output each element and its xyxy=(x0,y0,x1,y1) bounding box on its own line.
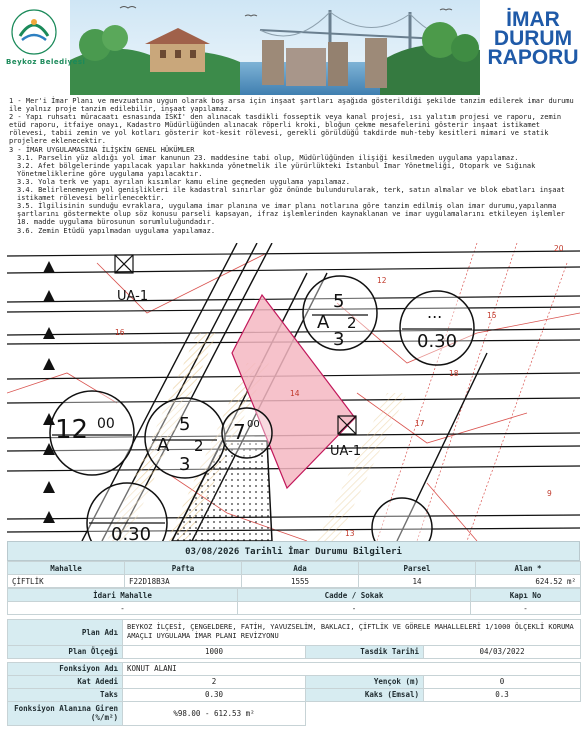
height-label-7: 7 xyxy=(233,420,246,444)
parcel-label-9: 9 xyxy=(547,489,552,498)
ada-a-bottom: A xyxy=(157,435,170,456)
parcel-label-13: 13 xyxy=(345,529,355,538)
header-pafta: Pafta xyxy=(125,562,242,575)
note-3-3: 3.3. Yola terk ve yapı ayrılan kısımlar kamu eline geçmeden uygulama yapılamaz. xyxy=(17,177,350,186)
kat-adedi-label: Kat Adedi xyxy=(8,675,123,688)
tasdik-tarihi-label: Tasdik Tarihi xyxy=(306,645,424,658)
ada-3-bottom: 3 xyxy=(179,454,191,475)
header-parsel: Parsel xyxy=(359,562,476,575)
parcel-label-14: 14 xyxy=(290,389,300,398)
note-1: 1 - Mer'i İmar Planı ve mevzuatına uygun olarak boş arsa için inşaat şartları aşağıda gösterildiği şekilde tanzim edilerek imar durumu ile yalnız proje tanzim edilebilir, inşaat yapılamaz. xyxy=(9,97,574,114)
height-label-00-center: 00 xyxy=(247,419,260,430)
title-line-1: İMAR xyxy=(506,8,560,31)
note-2: 2 - Yapı ruhsatı müracaatı esnasında İSKİ' den alınacak tasdikli fosseptik veya kanal projesi, ısı yalıtım projesi ve raporu, zemin etüd raporu, itfaiye onayı, Kadastro Müdürlüğünden alınacak röperli kroki, bloğun çekme mesafelerini gösterir inşaat istikamet rölevesi, tabii zemin ve yol kotları gösterir kot-kesit rölevesi, gerekli görüldüğü takdirde muh-teby kesitleri mimari ve statik projelere eklenecektir. xyxy=(9,113,562,146)
parcel-label-16: 16 xyxy=(115,328,125,337)
title-line-2: DURUM xyxy=(493,27,573,50)
ada-5-top: 5 xyxy=(333,291,345,312)
taks-value: 0.30 xyxy=(123,688,306,701)
ada-5-bottom: 5 xyxy=(179,414,191,435)
header-mahalle: Mahalle xyxy=(8,562,125,575)
note-3: 3 - İMAR UYGULAMASINA İLİŞKİN GENEL HÜKÜMLER xyxy=(9,145,195,154)
value-ada: 1555 xyxy=(242,575,359,588)
note-3-5: 3.5. İlgilisinin sunduğu evraklara, uygulama imar planına ve imar planı notlarına göre tanzim edilmiş olan imar durumu,yapılanma şartlarını göstermekte olup söz konusu parseli kapsayan, ifraz işlemlerinden kaynaklanan ve imar uygulamalarını etkileyen işlemler 18. madde uygulama bürosunun sorumluluğundadır. xyxy=(17,202,565,227)
zoning-info-panel xyxy=(7,541,580,726)
value-mahalle: ÇİFTLİK xyxy=(8,575,125,588)
value-idari-mahalle: - xyxy=(8,602,238,615)
yencok-value: 0 xyxy=(424,675,581,688)
ada-3-top: 3 xyxy=(333,329,345,350)
fonksiyon-giren-label: Fonksiyon Alanına Giren (%/m²) xyxy=(8,701,123,725)
header-kapi-no: Kapı No xyxy=(471,589,581,602)
zoning-map-svg xyxy=(7,243,580,541)
far-label-right: 0.30 xyxy=(417,331,458,352)
note-3-6: 3.6. Zemin Etüdü yapılmadan uygulama yapılamaz. xyxy=(17,226,216,235)
title-line-3: RAPORU xyxy=(487,46,579,69)
plan-adi-label: Plan Adı xyxy=(8,619,123,645)
circle-bottom-right xyxy=(372,498,432,541)
parcel-label-20: 20 xyxy=(554,244,564,253)
zoning-map[interactable] xyxy=(7,243,580,541)
header-idari-mahalle: İdari Mahalle xyxy=(8,589,238,602)
height-label-12: 12 xyxy=(55,415,89,445)
value-kapi-no: - xyxy=(471,602,581,615)
far-label-bottom: 0.30 xyxy=(111,524,152,541)
report-title xyxy=(483,10,583,67)
fonksiyon-adi-label: Fonksiyon Adı xyxy=(8,662,123,675)
value-pafta: F22D18B3A xyxy=(125,575,242,588)
ada-2-bottom: 2 xyxy=(194,437,204,455)
fonksiyon-giren-value: %98.00 - 612.53 m² xyxy=(123,701,306,725)
note-3-4: 3.4. Belirlenemeyen yol genişlikleri ile kadastral sınırlar göz önünde bulundurularak, terk, satın almalar ve blok ebatları inşaat istikamet rölevesi belirlenecektir. xyxy=(17,186,565,203)
height-circle-center xyxy=(222,408,272,458)
dots-label: ... xyxy=(427,303,443,322)
parcel-label-17: 17 xyxy=(415,419,425,428)
plan-table xyxy=(7,619,581,726)
parcel-label-12: 12 xyxy=(377,276,387,285)
tasdik-tarihi-value: 04/03/2022 xyxy=(424,645,581,658)
plan-adi-value: BEYKOZ İLÇESİ, ÇENGELDERE, FATİH, YAVUZSELİM, BAKLACI, ÇİFTLİK VE GÖRELE MAHALLELERİ 1/1000 ÖLÇEKLİ KORUMA AMAÇLI UYGULAMA İMAR PLANI REVİZYONU xyxy=(123,619,581,645)
kat-adedi-value: 2 xyxy=(123,675,306,688)
report-notes xyxy=(9,97,579,235)
report-header xyxy=(0,0,587,95)
parcel-label-15: 15 xyxy=(487,311,497,320)
ua-label-center: UA-1 xyxy=(330,444,362,459)
ada-2-top: 2 xyxy=(347,314,357,332)
fonksiyon-adi-value: KONUT ALANI xyxy=(123,662,581,675)
value-alan: 624.52 m² xyxy=(476,575,581,588)
parcel-table xyxy=(7,561,581,588)
ada-a-top: A xyxy=(317,312,330,333)
note-3-2: 3.2. Afet bölgelerinde yapılacak yapılar hakkında yönetmelik ile yürürlükteki İstanbul İmar Yönetmeliği, Otopark ve Sığınak Yönetmeliklerine göre uygulama yapılacaktır. xyxy=(17,161,536,178)
info-title: 03/08/2026 Tarihli İmar Durumu Bilgileri xyxy=(7,541,580,561)
plan-olcegi-label: Plan Ölçeği xyxy=(8,645,123,658)
header-alan: Alan * xyxy=(476,562,581,575)
header-ada: Ada xyxy=(242,562,359,575)
kaks-value: 0.3 xyxy=(424,688,581,701)
height-label-00-left: 00 xyxy=(97,416,115,432)
ua-label-top-left: UA-1 xyxy=(117,289,149,304)
taks-label: Taks xyxy=(8,688,123,701)
note-3-1: 3.1. Parselin yüz aldığı yol imar kanunun 23. maddesine tabi olup, Müdürlüğünden ilişiği kesilmeden uygulama yapılamaz. xyxy=(17,153,519,162)
value-cadde-sokak: - xyxy=(238,602,471,615)
kaks-label: Kaks (Emsal) xyxy=(306,688,424,701)
yencok-label: Yençok (m) xyxy=(306,675,424,688)
plan-olcegi-value: 1000 xyxy=(123,645,306,658)
address-table xyxy=(7,588,581,619)
value-parsel: 14 xyxy=(359,575,476,588)
parcel-label-18: 18 xyxy=(449,369,459,378)
header-cadde-sokak: Cadde / Sokak xyxy=(238,589,471,602)
logo-text: Beykoz Belediyesi xyxy=(6,58,86,66)
